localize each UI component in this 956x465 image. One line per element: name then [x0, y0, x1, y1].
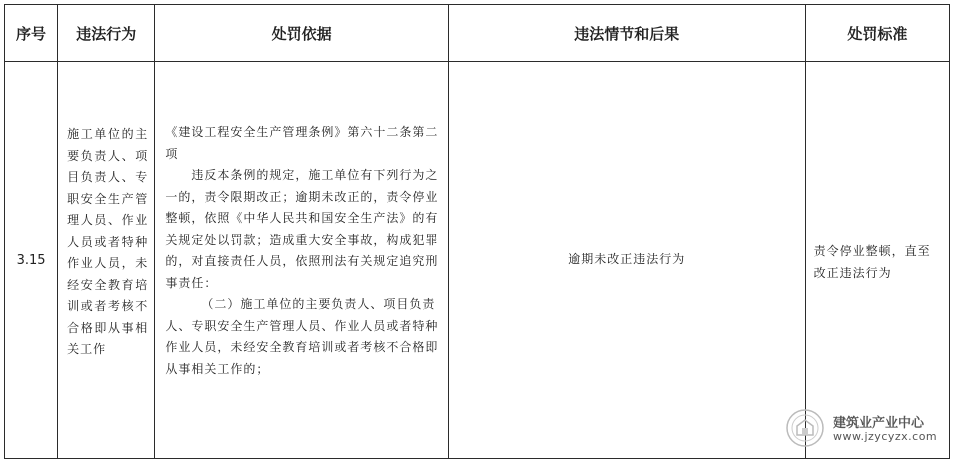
watermark — [785, 408, 956, 448]
basis-paragraph-2: （二）施工单位的主要负责人、项目负责人、专职安全生产管理人员、作业人员或者特种作业人员，未经安全教育培训或者考核不合格即从事相关工作的； — [165, 297, 439, 376]
penalty-table — [4, 4, 950, 459]
table-row — [5, 62, 950, 459]
standard-cell — [805, 62, 949, 459]
basis-cell — [155, 62, 449, 459]
watermark-logo-icon — [785, 408, 825, 448]
consequence-text: 逾期未改正违法行为 — [568, 252, 686, 266]
violation-cell — [58, 62, 155, 459]
header-basis: 处罚依据 — [155, 5, 449, 62]
consequence-cell — [448, 62, 805, 459]
header-standard: 处罚标准 — [805, 5, 949, 62]
violation-text: 施工单位的主要负责人、项目负责人、专职安全生产管理人员、作业人员或者特种作业人员，未经安全教育培训或者考核不合格即从事相关工作 — [67, 127, 149, 356]
header-consequence: 违法情节和后果 — [448, 5, 805, 62]
header-violation: 违法行为 — [58, 5, 155, 62]
basis-paragraph-1: 违反本条例的规定，施工单位有下列行为之一的，责令限期改正；逾期未改正的，责令停业整顿，依照《中华人民共和国安全生产法》的有关规定处以罚款；造成重大安全事故，构成犯罪的，对直接责任人员，依照刑法有关规定追究刑事责任： — [165, 168, 439, 290]
header-row — [5, 5, 950, 62]
watermark-name: 建筑业产业中心 — [833, 416, 925, 431]
standard-text: 责令停业整顿，直至改正违法行为 — [813, 244, 931, 280]
header-number: 序号 — [5, 5, 58, 62]
basis-title: 《建设工程安全生产管理条例》第六十二条第二项 — [165, 125, 439, 161]
watermark-url: www.jzycyzx.com — [833, 430, 938, 443]
row-number: 3.15 — [5, 62, 58, 459]
